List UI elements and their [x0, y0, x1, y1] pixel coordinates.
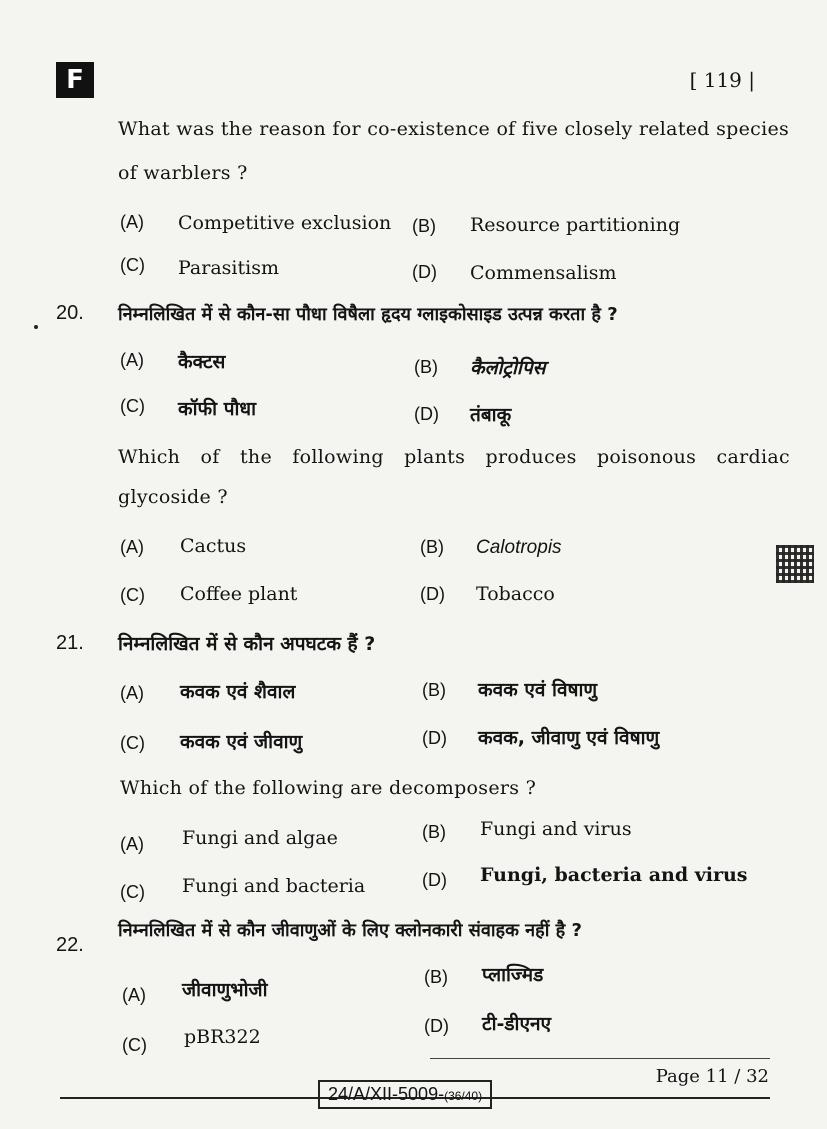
q20-question-en-line2: glycoside ?: [118, 486, 228, 508]
q20-en-option-b-label: (B): [420, 537, 444, 557]
footer-rule-top: [430, 1058, 770, 1059]
q21-en-option-c-text: Fungi and bacteria: [182, 875, 366, 897]
page-number: [ 119 |: [689, 68, 755, 92]
q22-option-c-text: pBR322: [184, 1026, 261, 1048]
q22-option-a-text: जीवाणुभोजी: [182, 979, 268, 1001]
q20-hi-option-c-text: कॉफी पौधा: [178, 398, 257, 420]
q20-number: 20.: [56, 302, 84, 324]
q20-question-hindi: निम्नलिखित में से कौन-सा पौधा विषैला हृदय ग्लाइकोसाइड उत्पन्न करता है ?: [118, 304, 618, 325]
q22-option-a-label: (A): [122, 985, 146, 1005]
q21-question-en: Which of the following are decomposers ?: [120, 777, 537, 799]
q21-hi-option-a-label: (A): [120, 683, 144, 703]
q21-hi-option-a-text: कवक एवं शैवाल: [180, 681, 296, 703]
margin-dot: [34, 325, 38, 329]
q19-option-a-label: (A): [120, 212, 144, 232]
q20-en-option-a-label: (A): [120, 537, 144, 557]
q22-number: 22.: [56, 934, 84, 956]
qr-code-icon: [776, 545, 814, 583]
q22-option-d-text: टी-डीएनए: [482, 1013, 552, 1035]
q22-option-b-label: (B): [424, 967, 448, 987]
q20-en-option-d-label: (D): [420, 584, 445, 604]
q19-option-b-text: Resource partitioning: [470, 214, 681, 236]
q21-question-hindi: निम्नलिखित में से कौन अपघटक हैं ?: [118, 633, 376, 655]
q22-question-hindi: निम्नलिखित में से कौन जीवाणुओं के लिए क्लोनकारी संवाहक नहीं है ?: [118, 920, 582, 941]
q21-en-option-b-text: Fungi and virus: [480, 818, 632, 840]
q20-hi-option-b-label: (B): [414, 357, 438, 377]
q19-option-a-text: Competitive exclusion: [178, 212, 392, 234]
q20-en-option-c-label: (C): [120, 585, 145, 605]
q21-en-option-b-label: (B): [422, 822, 446, 842]
q20-en-option-a-text: Cactus: [180, 535, 247, 557]
q20-hi-option-d-text: तंबाकू: [470, 404, 512, 426]
q22-option-b-text: प्लाज्मिड: [482, 964, 544, 986]
q19-question-line1: What was the reason for co-existence of five closely related species: [118, 118, 790, 140]
q19-option-d-label: (D): [412, 262, 437, 282]
q21-hi-option-c-label: (C): [120, 733, 145, 753]
q20-en-option-d-text: Tobacco: [476, 583, 555, 605]
q20-hi-option-c-label: (C): [120, 396, 145, 416]
q21-en-option-d-text: Fungi, bacteria and virus: [480, 864, 748, 886]
q20-hi-option-b-text: कैलोट्रोपिस: [470, 357, 546, 379]
q21-en-option-d-label: (D): [422, 870, 447, 890]
q19-option-d-text: Commensalism: [470, 262, 617, 284]
q19-option-b-label: (B): [412, 216, 436, 236]
q21-hi-option-b-text: कवक एवं विषाणु: [478, 679, 598, 701]
q21-hi-option-b-label: (B): [422, 680, 446, 700]
q22-option-d-label: (D): [424, 1016, 449, 1036]
paper-code-suffix: (36/40): [444, 1089, 483, 1103]
paper-code-box: [318, 1080, 492, 1109]
q19-option-c-label: (C): [120, 255, 145, 275]
q21-en-option-c-label: (C): [120, 882, 145, 902]
paper-code: 24/A/XII-5009-: [328, 1084, 445, 1104]
q20-hi-option-a-text: कैक्टस: [178, 351, 226, 373]
q19-option-c-text: Parasitism: [178, 257, 279, 279]
q21-hi-option-c-text: कवक एवं जीवाणु: [180, 731, 303, 753]
q20-question-en-line1: Which of the following plants produces poisonous cardiac: [118, 446, 790, 468]
q22-option-c-label: (C): [122, 1035, 147, 1055]
page-footer: Page 11 / 32: [655, 1066, 769, 1087]
q20-hi-option-a-label: (A): [120, 350, 144, 370]
q20-en-option-c-text: Coffee plant: [180, 583, 298, 605]
section-badge: F: [56, 62, 94, 98]
q20-hi-option-d-label: (D): [414, 404, 439, 424]
q20-en-option-b-text: Calotropis: [476, 537, 562, 558]
q21-hi-option-d-text: कवक, जीवाणु एवं विषाणु: [478, 727, 660, 749]
q21-number: 21.: [56, 632, 84, 654]
q19-question-line2: of warblers ?: [118, 162, 248, 184]
q21-hi-option-d-label: (D): [422, 728, 447, 748]
q21-en-option-a-label: (A): [120, 834, 144, 854]
q21-en-option-a-text: Fungi and algae: [182, 827, 338, 849]
